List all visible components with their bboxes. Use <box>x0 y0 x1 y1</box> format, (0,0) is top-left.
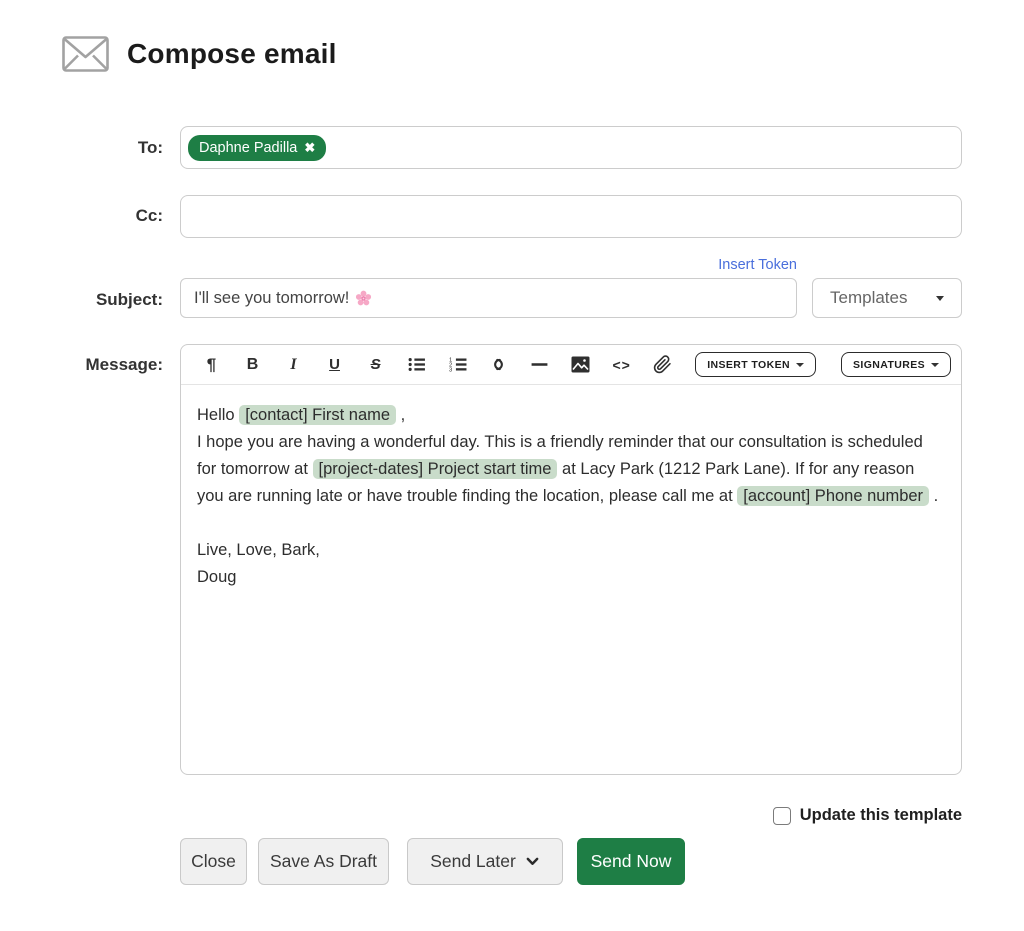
message-text: I hope you are having a wonderful day. This is a friendly reminder that our consultation is scheduled for tomorrow at <box>197 433 923 478</box>
to-label: To: <box>137 138 163 157</box>
subject-input[interactable] <box>180 278 797 318</box>
paragraph-icon[interactable]: ¶ <box>206 354 217 374</box>
message-text: Doug <box>197 568 237 586</box>
recipient-chip-name: Daphne Padilla <box>199 139 298 156</box>
message-editor <box>180 344 962 775</box>
subject-value: I'll see you tomorrow! <box>194 288 350 307</box>
editor-toolbar <box>181 345 961 385</box>
chevron-down-icon <box>525 854 540 869</box>
message-text: Hello <box>197 406 240 424</box>
insert-token-dropdown-button[interactable] <box>695 352 816 377</box>
action-buttons <box>180 838 685 885</box>
message-text: Live, Love, Bark, <box>197 541 320 559</box>
signatures-dropdown-label: SIGNATURES <box>852 358 926 371</box>
svg-text:3: 3 <box>449 367 453 374</box>
page-title: Compose email <box>127 38 337 69</box>
merge-token[interactable]: [contact] First name <box>239 405 396 425</box>
message-line <box>197 510 945 537</box>
caret-down-icon <box>796 363 804 367</box>
templates-dropdown-label: Templates <box>830 288 908 307</box>
message-line <box>197 429 945 510</box>
compose-email-header <box>62 36 337 72</box>
envelope-icon <box>62 36 109 72</box>
numbered-list-icon[interactable] <box>446 352 470 378</box>
message-text: , <box>396 406 406 424</box>
to-input[interactable] <box>180 126 962 169</box>
cherry-blossom-emoji-icon <box>355 290 372 307</box>
strikethrough-icon[interactable]: S <box>370 356 381 373</box>
insert-token-dropdown-label: INSERT TOKEN <box>707 358 790 371</box>
message-text: at Lacy Park (1212 Park Lane). If for any reason you are running late or have trouble finding the location, please call me at <box>197 460 915 505</box>
link-icon[interactable] <box>487 352 511 378</box>
caret-down-icon <box>936 296 944 301</box>
message-line <box>197 402 945 429</box>
code-icon[interactable]: <> <box>612 356 631 373</box>
recipient-chip[interactable] <box>188 135 326 161</box>
svg-text:1: 1 <box>449 357 453 364</box>
send-later-button[interactable] <box>407 838 563 885</box>
merge-token[interactable]: [project-dates] Project start time <box>313 459 558 479</box>
image-icon[interactable] <box>569 352 593 378</box>
message-line <box>197 564 945 591</box>
cc-input[interactable] <box>180 195 962 238</box>
message-body-textarea[interactable] <box>181 385 961 608</box>
italic-icon[interactable]: I <box>290 355 297 373</box>
templates-dropdown[interactable] <box>812 278 962 318</box>
close-button[interactable]: Close <box>180 838 247 885</box>
message-label: Message: <box>85 355 163 374</box>
save-as-draft-button[interactable]: Save As Draft <box>258 838 389 885</box>
bold-icon[interactable]: B <box>246 355 259 373</box>
send-now-button[interactable]: Send Now <box>577 838 685 885</box>
subject-label: Subject: <box>95 290 163 309</box>
update-template-checkbox[interactable] <box>773 807 791 825</box>
horizontal-rule-icon[interactable] <box>528 352 552 378</box>
signatures-dropdown-button[interactable] <box>841 352 951 377</box>
update-template-label: Update this template <box>799 806 962 824</box>
bullet-list-icon[interactable] <box>405 352 429 378</box>
send-later-label: Send Later <box>430 851 516 871</box>
underline-icon[interactable]: U <box>329 356 340 373</box>
attachment-icon[interactable] <box>651 352 675 378</box>
update-template-row <box>180 806 962 825</box>
caret-down-icon <box>931 363 939 367</box>
remove-recipient-icon[interactable]: ✖ <box>304 140 316 155</box>
svg-text:2: 2 <box>449 362 453 369</box>
merge-token[interactable]: [account] Phone number <box>737 486 929 506</box>
insert-token-link[interactable]: Insert Token <box>718 257 797 273</box>
message-line <box>197 537 945 564</box>
message-text: . <box>929 487 939 505</box>
cc-label: Cc: <box>135 206 163 225</box>
